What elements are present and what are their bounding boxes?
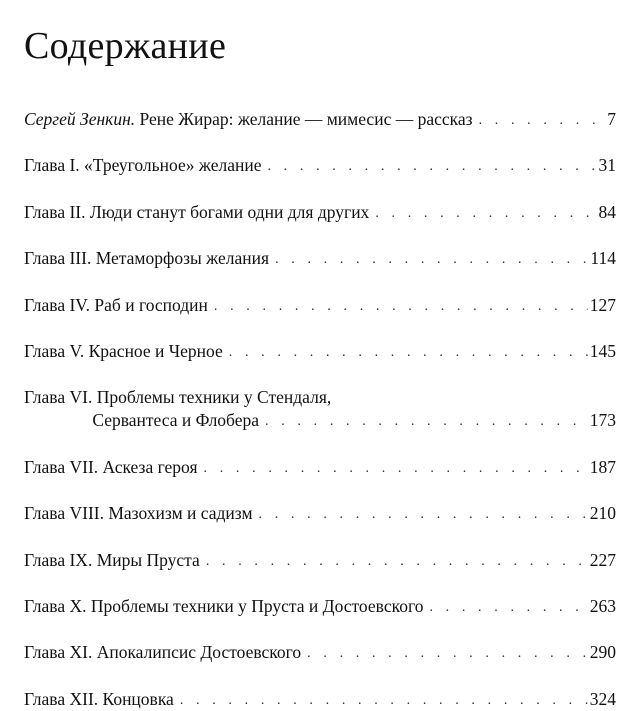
toc-entry-title: Глава XII. Концовка <box>24 688 174 709</box>
toc-entry-title: Глава III. Метаморфозы желания <box>24 248 270 269</box>
dot-leader <box>429 598 587 618</box>
toc-entry-title: Глава XI. Апокалипсис Достоевского <box>24 642 302 663</box>
toc-entry-title: Глава VIII. Мазохизм и садизм <box>24 503 253 524</box>
toc-entry-page: 290 <box>589 642 616 663</box>
toc-entry-chapter-2[interactable] <box>24 201 616 224</box>
toc-entry-title-line1: Глава VI. Проблемы техники у Стендаля, <box>24 387 332 408</box>
toc-entry-title: Глава V. Красное и Черное <box>24 340 223 361</box>
toc-entry-chapter-8[interactable] <box>24 502 616 525</box>
toc-entry-chapter-3[interactable] <box>24 247 616 270</box>
toc-entry-page: 187 <box>589 456 616 477</box>
toc-entry-title: Глава IV. Раб и господин <box>24 294 208 315</box>
toc-entry-page: 145 <box>589 340 616 361</box>
toc-entry-page: 210 <box>589 503 616 524</box>
dot-leader <box>275 250 588 270</box>
toc-entry-chapter-6[interactable] <box>24 386 616 432</box>
dot-leader <box>204 459 588 479</box>
dot-leader <box>229 343 588 363</box>
toc-entry-title: Глава II. Люди станут богами одни для других <box>24 201 370 222</box>
toc-entry-title: Глава X. Проблемы техники у Пруста и Достоевского <box>24 595 424 616</box>
dot-leader <box>259 505 588 525</box>
toc-entry-introduction[interactable] <box>24 108 616 131</box>
toc-entry-title: Глава IX. Миры Пруста <box>24 549 200 570</box>
dot-leader <box>267 157 596 177</box>
toc-entry-chapter-11[interactable] <box>24 641 616 664</box>
toc-entry-page: 324 <box>589 688 616 709</box>
toc-entry-chapter-4[interactable] <box>24 294 616 317</box>
dot-leader <box>214 297 588 317</box>
toc-entry-author: Сергей Зенкин. <box>24 109 136 129</box>
toc-entry-page: 31 <box>598 155 616 176</box>
toc-entry-chapter-1[interactable] <box>24 154 616 177</box>
dot-leader <box>307 644 588 664</box>
toc-entry-chapter-10[interactable] <box>24 595 616 618</box>
page-title: Содержание <box>24 25 227 67</box>
dot-leader <box>375 204 596 224</box>
toc-entry-title-line2: Сервантеса и Флобера <box>92 410 260 431</box>
toc-entry-page: 114 <box>590 248 616 269</box>
toc-entry-title: Глава VII. Аскеза героя <box>24 456 198 477</box>
dot-leader <box>206 552 588 572</box>
table-of-contents <box>24 108 616 711</box>
toc-entry-page: 84 <box>598 201 616 222</box>
toc-entry-chapter-7[interactable] <box>24 456 616 479</box>
toc-entry-chapter-12[interactable] <box>24 688 616 711</box>
toc-entry-title: Глава I. «Треугольное» желание <box>24 155 262 176</box>
toc-entry-title: Рене Жирар: желание — мимесис — рассказ <box>135 109 473 129</box>
dot-leader <box>479 111 606 131</box>
toc-entry-page: 173 <box>589 410 616 431</box>
toc-entry-page: 227 <box>589 549 616 570</box>
dot-leader <box>180 691 588 711</box>
toc-entry-chapter-5[interactable] <box>24 340 616 363</box>
toc-entry-chapter-9[interactable] <box>24 549 616 572</box>
toc-page <box>24 22 616 709</box>
dot-leader <box>265 412 588 432</box>
toc-entry-page: 263 <box>589 595 616 616</box>
toc-entry-page: 7 <box>607 109 616 129</box>
toc-entry-page: 127 <box>589 294 616 315</box>
